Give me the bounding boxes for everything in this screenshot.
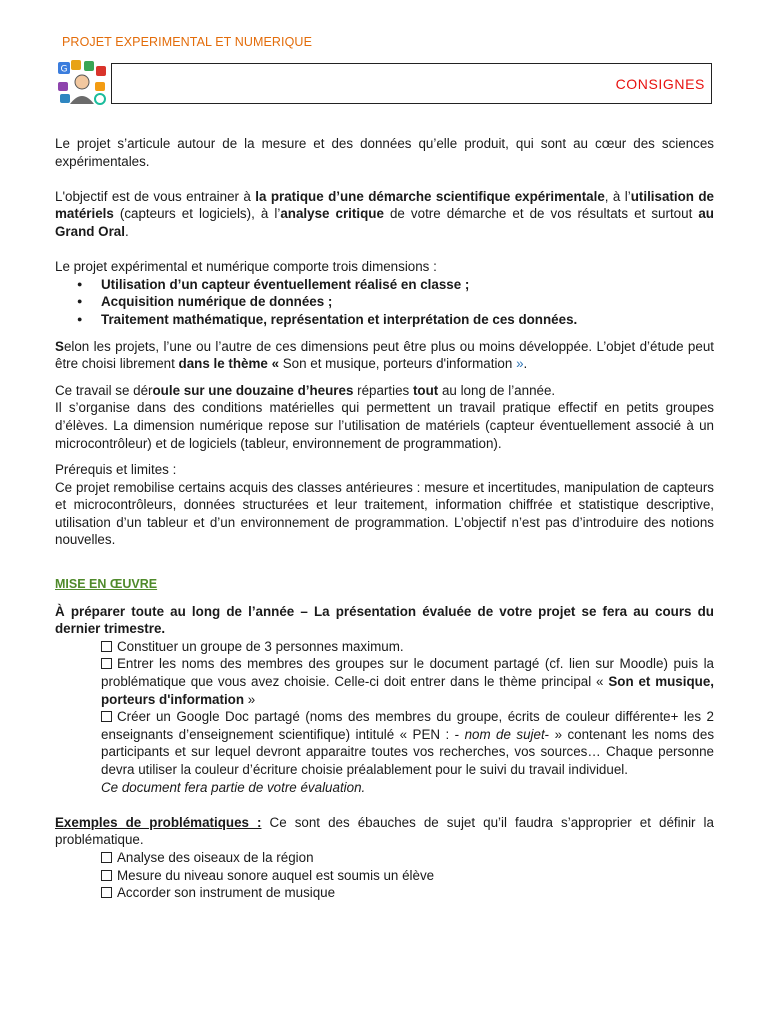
list-item: ● Utilisation d’un capteur éventuellement réalisé en classe ; [55,276,714,294]
mise-lead: À préparer toute au long de l’année – La présentation évaluée de votre projet se fera au cours du dernier trimestre. [55,603,714,637]
header-title: PROJET EXPERIMENTAL ET NUMERIQUE [62,35,313,49]
checkbox-icon[interactable] [101,852,112,863]
list-item: Analyse des oiseaux de la région [101,849,714,867]
document-body [55,135,714,902]
logo-letter: G [60,64,68,75]
list-item: Accorder son instrument de musique [101,884,714,902]
organisation-paragraph: Il s’organise dans des conditions matérielles qui permettent un travail pratique effectif en petits groupes d’élèves. La dimension numérique repose sur l’utilisation de matériels (capteur éventuellement associé à un microcontrôleur) et de logiciels (tableur, environnement de programmation). [55,400,714,451]
list-item: Constituer un groupe de 3 personnes maximum. [101,638,714,656]
consignes-box [111,63,712,104]
dimensions-intro: Le projet expérimental et numérique comporte trois dimensions : [55,259,437,275]
examples-list [55,849,714,902]
checkbox-icon[interactable] [101,711,112,722]
intro-paragraph-1: Le projet s’articule autour de la mesure et des données qu’elle produit, qui sont au cœur des sciences expérimentales. [55,136,714,169]
list-item: ● Traitement mathématique, représentation et interprétation de ces données. [55,311,714,329]
checkbox-icon[interactable] [101,658,112,669]
checkbox-icon[interactable] [101,641,112,652]
objective-paragraph: L'objectif est de vous entrainer à la pratique d’une démarche scientifique expérimentale, à l’utilisation de matériels (capteurs et logiciels), à l’analyse critique de votre démarche et de vos résultats et surtout au Grand Oral. [55,188,714,239]
science-logo-icon [58,60,108,108]
evaluation-note: Ce document fera partie de votre évaluation. [101,779,366,795]
checkbox-icon[interactable] [101,887,112,898]
checkbox-icon[interactable] [101,870,112,881]
consignes-label: CONSIGNES [615,76,705,92]
examples-paragraph: Exemples de problématiques : Ce sont des ébauches de sujet qu’il faudra s’approprier et définir la problématique. [55,814,714,848]
prerequisites-title: Prérequis et limites : [55,462,177,478]
checklist [55,638,714,796]
duration-paragraph: Ce travail se déroule sur une douzaine d’heures réparties tout au long de l’année. [55,382,556,398]
mise-en-oeuvre-title: MISE EN ŒUVRE [55,577,158,592]
list-item: Entrer les noms des membres des groupes sur le document partagé (cf. lien sur Moodle) puis la problématique que vous avez choisie. Celle-ci doit entrer dans le thème principal « Son et musique, porteurs d'information » [101,656,715,707]
dimensions-list [55,276,714,329]
list-item: Mesure du niveau sonore auquel est soumis un élève [101,867,714,885]
theme-paragraph: Selon les projets, l’une ou l’autre de ces dimensions peut être plus ou moins développée. L’objet d’étude peut être choisi librement dans le thème « Son et musique, porteurs d'information ». [55,338,714,372]
list-item: Créer un Google Doc partagé (noms des membres du groupe, écrits de couleur différente+ les 2 enseignants d’enseignement scientifique) intitulé « PEN : - nom de sujet- » contenant les noms des participants et sur lequel devront apparaitre toutes vos recherches, vos sources… Chaque personne devra utiliser la couleur d’écriture choisie préalablement pour le suivi du travail individuel. [101,709,715,777]
prerequisites-paragraph: Ce projet remobilise certains acquis des classes antérieures : mesure et incertitudes, manipulation de capteurs et microcontrôleurs, données structurées et leur traitement, information chiffrée et statistique descriptive, utilisation d’un tableur et d’un environnement de programmation. L’objectif n’est pas d’introduire des notions nouvelles. [55,479,714,548]
list-item: ● Acquisition numérique de données ; [55,293,714,311]
